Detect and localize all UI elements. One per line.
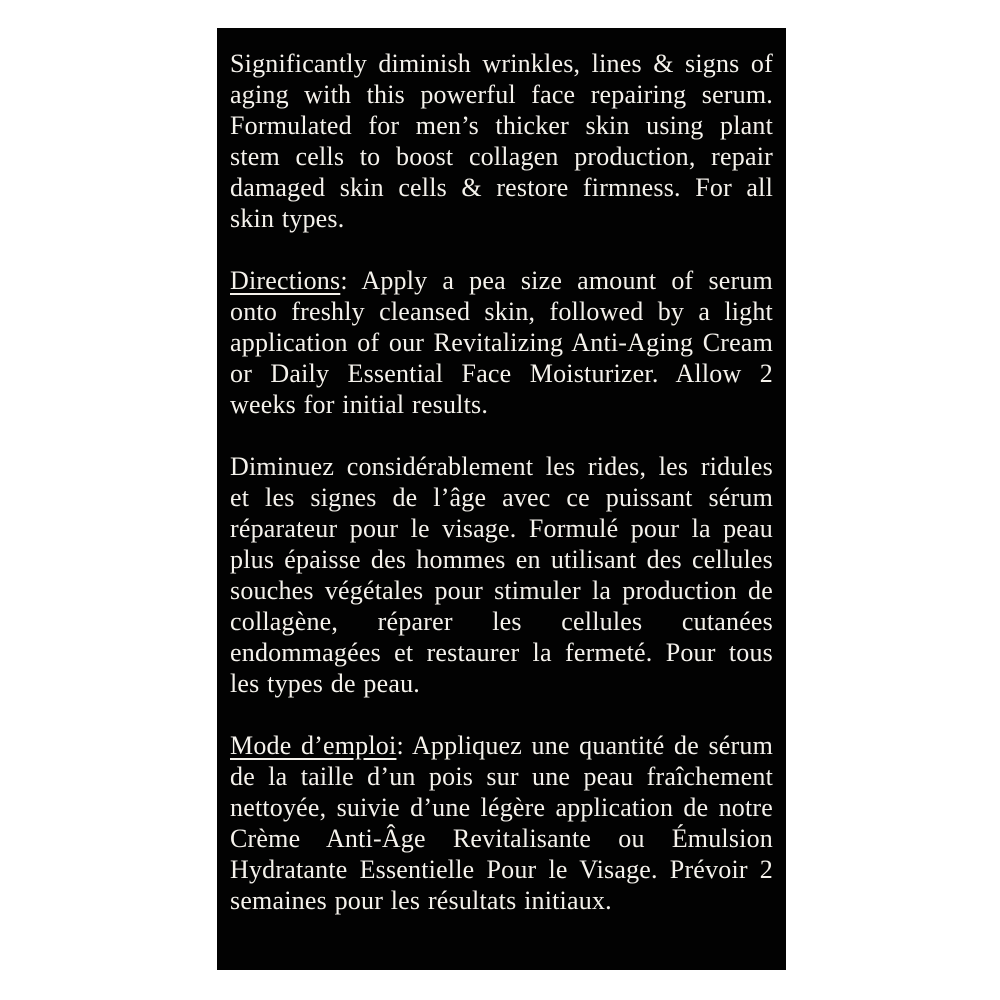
mode-demploi-separator: :: [396, 731, 412, 760]
english-description-text: Significantly diminish wrinkles, lines & signs of aging with this powerful face repairing serum. Formulated for men’s thicker skin using plant stem cells to boost collagen production, repair damaged skin cells & restore firmness. For all skin types.: [230, 49, 773, 233]
label-panel: [217, 28, 786, 970]
paragraph-english-description: [230, 48, 773, 234]
paragraph-directions-fr: [230, 730, 773, 916]
paragraph-directions-en: [230, 265, 773, 420]
directions-en-text: Apply a pea size amount of serum onto freshly cleansed skin, followed by a light application of our Revitalizing Anti-Aging Cream or Daily Essential Face Moisturizer. Allow 2 weeks for initial results.: [230, 266, 773, 419]
directions-heading: Directions: [230, 266, 341, 295]
french-description-text: Diminuez considérablement les rides, les ridules et les signes de l’âge avec ce puissant sérum réparateur pour le visage. Formulé pour la peau plus épaisse des hommes en utilisant des cellules souches végétales pour stimuler la production de collagène, réparer les cellules cutanées endommagées et restaurer la fermeté. Pour tous les types de peau.: [230, 452, 773, 698]
paragraph-french-description: [230, 451, 773, 699]
directions-fr-text: Appliquez une quantité de sérum de la taille d’un pois sur une peau fraîchement nettoyée, suivie d’une légère application de notre Crème Anti-Âge Revitalisante ou Émulsion Hydratante Essentielle Pour le Visage. Prévoir 2 semaines pour les résultats initiaux.: [230, 731, 773, 915]
mode-demploi-heading: Mode d’emploi: [230, 731, 397, 760]
directions-separator: :: [340, 266, 362, 295]
